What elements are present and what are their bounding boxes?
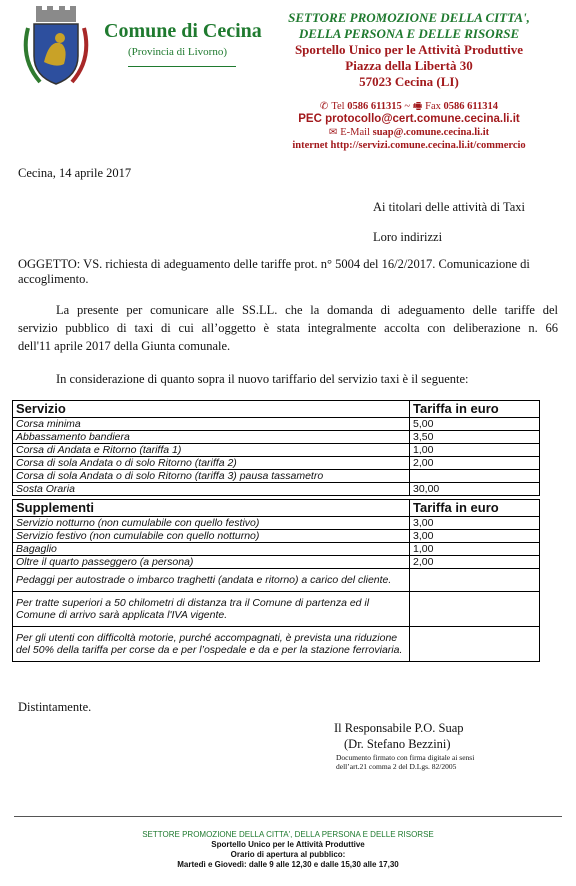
internet-link[interactable]: internet http://servizi.comune.cecina.li.it/commercio [292, 140, 526, 151]
settore-line-2: DELLA PERSONA E DELLE RISORSE [298, 26, 520, 41]
footer-line-2: Sportello Unico per le Attività Produttive [211, 840, 365, 849]
provincia-label: (Provincia di Livorno) [128, 46, 227, 58]
table-row-label: Oltre il quarto passeggero (a persona) [13, 556, 410, 569]
table-row [13, 431, 540, 444]
paragraph-1 [18, 301, 558, 355]
comune-crest-logo [18, 4, 94, 88]
email-label: E-Mail [340, 127, 370, 138]
supplementi-header-row-value: Tariffa in euro [410, 500, 540, 517]
table-row-label: Sosta Oraria [13, 483, 410, 496]
table-note-row-label: Per tratte superiori a 50 chilometri di distanza tra il Comune di partenza ed il Comune di arrivo sarà applicata l'IVA vigente. [13, 592, 410, 627]
table-row-label: Corsa di Andata e Ritorno (tariffa 1) [13, 444, 410, 457]
table-row [13, 470, 540, 483]
paragraph-1-line-1: La presente per comunicare alle SS.LL. che la domanda di adeguamento delle tariffe del [56, 303, 558, 317]
sportello-name: Sportello Unico per le Attività Produttive [294, 42, 524, 57]
signature-title: Il Responsabile P.O. Suap [334, 721, 464, 735]
table-note-row-value [410, 569, 540, 592]
footer-line-1: SETTORE PROMOZIONE DELLA CITTA', DELLA PERSONA E DELLE RISORSE [142, 830, 434, 839]
signature-note: Documento firmato con firma digitale ai sensi dell’art.21 comma 2 del D.Lgs. 82/2005 [336, 753, 475, 771]
paragraph-1-line-3: dell'11 aprile 2017 della Giunta comunale. [18, 339, 231, 353]
supplementi-header-row [13, 500, 540, 517]
table-row [13, 444, 540, 457]
comune-title: Comune di Cecina [104, 20, 262, 42]
divider [128, 66, 236, 67]
table-row-value: 1,00 [410, 543, 540, 556]
contact-block [264, 100, 554, 152]
table-row [13, 418, 540, 431]
table-row [13, 517, 540, 530]
table-row-label: Corsa minima [13, 418, 410, 431]
table-row-label: Corsa di sola Andata o di solo Ritorno (tariffa 2) [13, 457, 410, 470]
footer [0, 830, 576, 870]
servizio-header: Servizio [13, 401, 410, 418]
footer-line-4: Martedì e Giovedì: dalle 9 alle 12,30 e dalle 15,30 alle 17,30 [177, 860, 399, 869]
table-row-label: Bagaglio [13, 543, 410, 556]
table-note-row-value [410, 627, 540, 662]
phone-icon: ✆ [319, 101, 329, 112]
table-row [13, 483, 540, 496]
table-note-row [13, 627, 540, 662]
cap-city: 57023 Cecina (LI) [359, 74, 459, 89]
table-row [13, 543, 540, 556]
table-row-value: 2,00 [410, 556, 540, 569]
table-row [13, 556, 540, 569]
table-row-value: 30,00 [410, 483, 540, 496]
fax-label: Fax [425, 101, 441, 112]
table-row-label: Abbassamento bandiera [13, 431, 410, 444]
tel-number: 0586 611315 [347, 101, 402, 112]
tariffa-header: Tariffa in euro [410, 401, 540, 418]
email-line [264, 126, 554, 139]
table-note-row-label: Per gli utenti con difficoltà motorie, purché accompagnati, è prevista una riduzione del 50% della tariffa per corse da e per l’ospedale e da e per la stazione ferroviaria. [13, 627, 410, 662]
table-header-row [13, 401, 540, 418]
mail-icon: ✉ [328, 127, 338, 138]
footer-divider [14, 816, 562, 817]
table-row [13, 530, 540, 543]
recipient-line-1: Ai titolari delle attività di Taxi [373, 200, 525, 214]
settore-block [264, 10, 554, 90]
letter-date: Cecina, 14 aprile 2017 [18, 166, 132, 180]
subject-line: OGGETTO: VS. richiesta di adeguamento delle tariffe prot. n° 5004 del 16/2/2017. Comunicazione di accoglimento. [18, 257, 530, 286]
table-row-label: Corsa di sola Andata o di solo Ritorno (tariffa 3) pausa tassametro [13, 470, 410, 483]
table-row-value: 1,00 [410, 444, 540, 457]
table-row-value: 5,00 [410, 418, 540, 431]
table-note-row [13, 569, 540, 592]
table-note-row [13, 592, 540, 627]
closing-text: Distintamente. [18, 700, 92, 714]
supplementi-header-row-label: Supplementi [13, 500, 410, 517]
tariff-table [12, 400, 540, 662]
footer-line-3: Orario di apertura al pubblico: [230, 850, 346, 859]
paragraph-1-line-2: servizio pubblico di taxi di cui all’oggetto è stata integralmente accolta con deliberazione n. 66 [18, 321, 558, 335]
table-note-row-label: Pedaggi per autostrade o imbarco traghetti (andata e ritorno) a carico del cliente. [13, 569, 410, 592]
email-address[interactable]: suap@.comune.cecina.li.it [372, 127, 490, 138]
paragraph-2: In considerazione di quanto sopra il nuovo tariffario del servizio taxi è il seguente: [56, 372, 469, 386]
table-row-value: 3,00 [410, 530, 540, 543]
table-row-value: 3,50 [410, 431, 540, 444]
table-row-value [410, 470, 540, 483]
signature-name: (Dr. Stefano Bezzini) [344, 737, 451, 751]
recipient-line-2: Loro indirizzi [373, 230, 443, 244]
table-row [13, 457, 540, 470]
fax-number: 0586 611314 [443, 101, 499, 112]
table-note-row-value [410, 592, 540, 627]
table-row-label: Servizio notturno (non cumulabile con quello festivo) [13, 517, 410, 530]
phone-fax-line: ✆ Tel 0586 611315 ~ 🖷 Fax 0586 611314 [319, 101, 499, 112]
table-row-value: 3,00 [410, 517, 540, 530]
settore-line-1: SETTORE PROMOZIONE DELLA CITTA', [288, 10, 530, 25]
pec-address[interactable]: PEC protocollo@cert.comune.cecina.li.it [298, 113, 520, 125]
table-row-value: 2,00 [410, 457, 540, 470]
fax-icon: 🖷 [412, 101, 423, 112]
table-row-label: Servizio festivo (non cumulabile con quello notturno) [13, 530, 410, 543]
address: Piazza della Libertà 30 [345, 58, 473, 73]
tel-label: Tel [331, 101, 345, 112]
